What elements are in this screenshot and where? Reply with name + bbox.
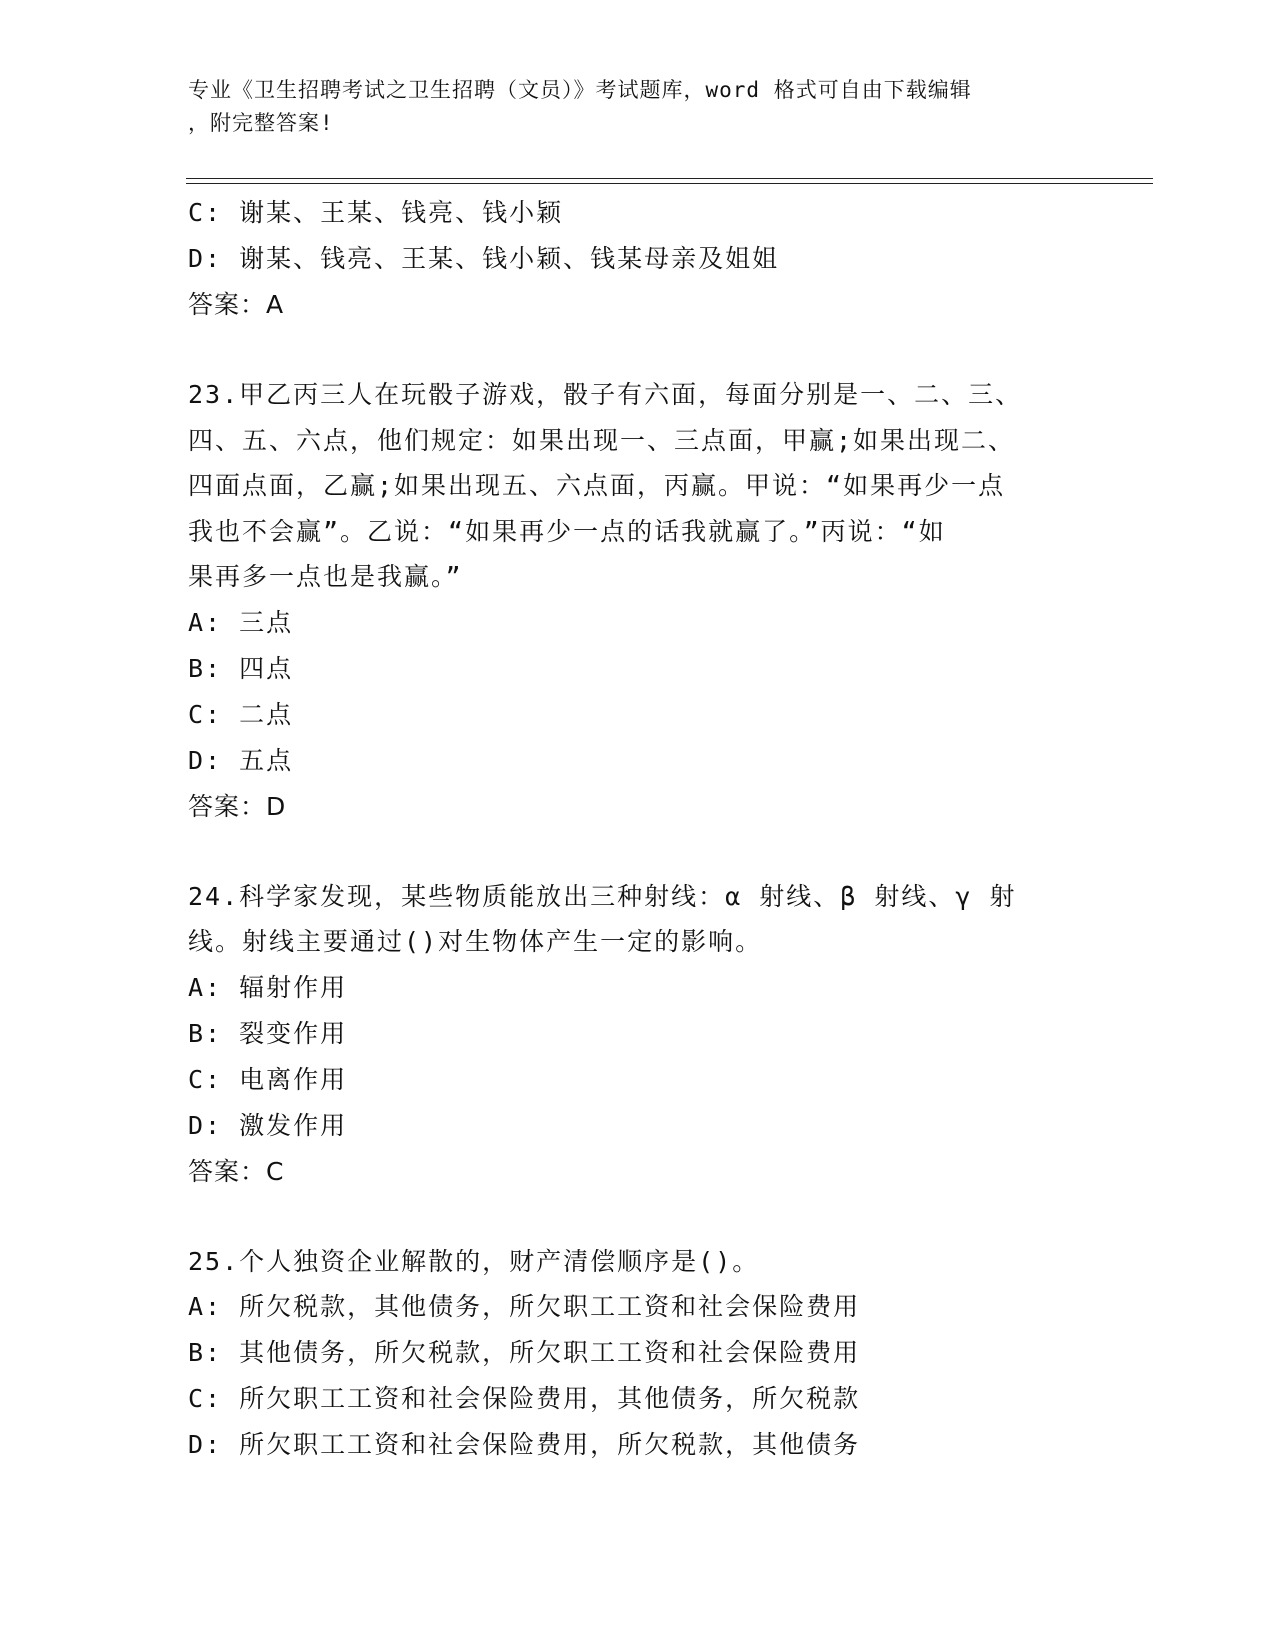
stem-line: 线。射线主要通过()对生物体产生一定的影响。 xyxy=(188,927,763,956)
stem-line: 四面点面，乙赢;如果出现五、六点面，丙赢。甲说：“如果再少一点 xyxy=(188,471,1006,500)
answer-label: 答案：D xyxy=(188,791,287,821)
question-stem xyxy=(188,372,1088,600)
stem-line: 果再多一点也是我赢。” xyxy=(188,562,463,591)
question-25 xyxy=(188,1239,1088,1469)
answer-label: 答案：A xyxy=(188,290,285,319)
option-c: C: 所欠职工工资和社会保险费用，其他债务，所欠税款 xyxy=(188,1384,861,1413)
question-24 xyxy=(188,874,1088,1195)
question-list xyxy=(188,190,1088,1468)
option-a: A: 所欠税款，其他债务，所欠职工工资和社会保险费用 xyxy=(188,1292,861,1321)
option-c: C: 谢某、王某、钱亮、钱小颖 xyxy=(188,198,564,227)
stem-line: 25.个人独资企业解散的，财产清偿顺序是()。 xyxy=(188,1246,760,1276)
option-c: C: 电离作用 xyxy=(188,1064,348,1094)
header-line-1: 专业《卫生招聘考试之卫生招聘（文员）》考试题库，word 格式可自由下载编辑 xyxy=(188,78,972,102)
question-22-tail xyxy=(188,190,1088,328)
option-b: B: 四点 xyxy=(188,653,294,683)
option-d: D: 所欠职工工资和社会保险费用，所欠税款，其他债务 xyxy=(188,1430,861,1459)
option-a: A: 三点 xyxy=(188,607,294,637)
option-b: B: 其他债务，所欠税款，所欠职工工资和社会保险费用 xyxy=(188,1338,861,1367)
stem-line: 我也不会赢”。乙说：“如果再少一点的话我就赢了。”丙说：“如 xyxy=(188,516,946,546)
option-c: C: 二点 xyxy=(188,699,294,729)
stem-line: 四、五、六点，他们规定：如果出现一、三点面，甲赢;如果出现二、 xyxy=(188,425,1016,455)
option-a: A: 辐射作用 xyxy=(188,972,348,1002)
document-header xyxy=(188,74,1068,140)
option-b: B: 裂变作用 xyxy=(188,1018,348,1048)
question-stem xyxy=(188,874,1088,965)
question-23 xyxy=(188,372,1088,830)
question-stem xyxy=(188,1239,1088,1285)
stem-line: 23.甲乙丙三人在玩骰子游戏，骰子有六面，每面分别是一、二、三、 xyxy=(188,380,1023,409)
option-d: D: 谢某、钱亮、王某、钱小颖、钱某母亲及姐姐 xyxy=(188,244,780,273)
header-rule-top xyxy=(186,178,1153,179)
answer-label: 答案：C xyxy=(188,1156,285,1186)
header-line-2: ，附完整答案! xyxy=(188,111,334,135)
option-d: D: 激发作用 xyxy=(188,1110,348,1140)
stem-line: 24.科学家发现，某些物质能放出三种射线：α 射线、β 射线、γ 射 xyxy=(188,881,1017,911)
header-rule-bottom xyxy=(186,183,1153,184)
option-d: D: 五点 xyxy=(188,745,294,775)
